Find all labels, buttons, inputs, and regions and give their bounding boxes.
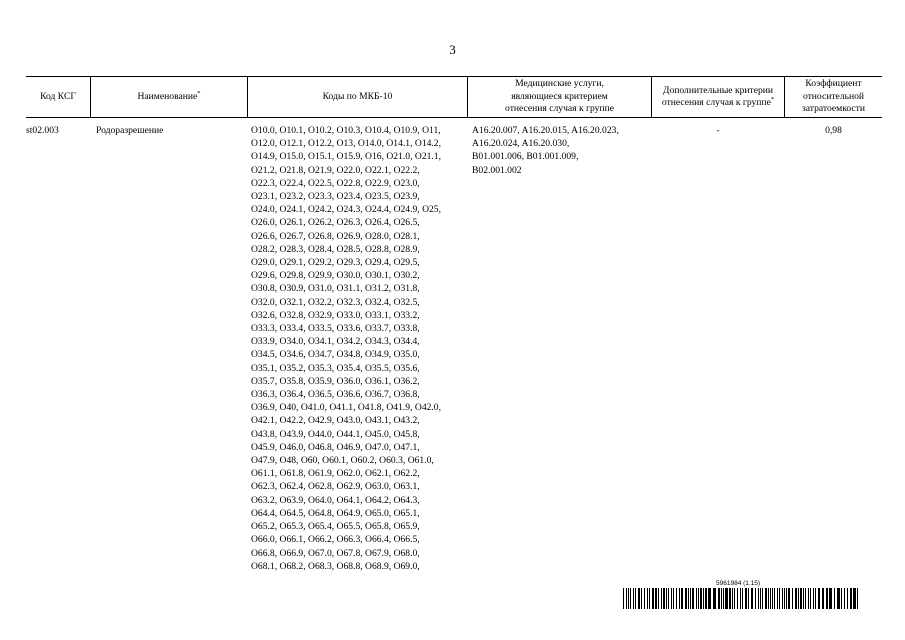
header-icd xyxy=(248,77,467,117)
header-services xyxy=(468,77,651,117)
ksg-table xyxy=(26,76,882,588)
cell-code: st02.003 xyxy=(26,125,59,136)
header-name xyxy=(91,77,247,117)
barcode-number: 5961984 (1.15) xyxy=(716,580,761,587)
cell-services: A16.20.007, A16.20.015, A16.20.023, A16.20.024, A16.20.030, B01.001.006, B01.001.009, B02.001.002 xyxy=(472,125,619,176)
table-row xyxy=(26,118,882,588)
header-services-label: Медицинские услуги, являющиеся критерием отнесения случая к группе xyxy=(505,78,614,115)
header-extra xyxy=(652,77,784,117)
table-header-row xyxy=(26,76,882,118)
header-code-label: Код КСГ xyxy=(40,90,76,102)
barcode-image xyxy=(623,588,860,609)
cell-extra-criteria: - xyxy=(716,125,720,136)
header-extra-label: Дополнительные критерии отнесения случая к группе xyxy=(661,84,774,108)
header-coef-label: Коэффициент относительной затратоемкости xyxy=(801,78,866,115)
header-name-footnote-mark: * xyxy=(197,89,201,97)
cell-icd-codes: O10.0, O10.1, O10.2, O10.3, O10.4, O10.9, O11, O12.0, O12.1, O12.2, O13, O14.0, O14.1, O14.2, O14.9, O15.0, O15.1, O15.9, O16, O21.0, O21.1, O21.2, O21.8, O21.9, O22.0, O22.1, O22.2, O22.3, O22.4, O22.5, O22.8, O22.9, O23.0, O23.1, O23.2, O23.3, O23.4, O23.5, O23.9, O24.0, O24.1, O24.2, O24.3, O24.4, O24.9, O25, O26.0, O26.1, O26.2, O26.3, O26.4, O26.5, O26.6, O26.7, O26.8, O26.9, O28.0, O28.1, O28.2, O28.3, O28.4, O28.5, O28.8, O28.9, O29.0, O29.1, O29.2, O29.3, O29.4, O29.5, O29.6, O29.8, O29.9, O30.0, O30.1, O30.2, O30.8, O30.9, O31.0, O31.1, O31.2, O31.8, O32.0, O32.1, O32.2, O32.3, O32.4, O32.5, O32.6, O32.8, O32.9, O33.0, O33.1, O33.2, O33.3, O33.4, O33.5, O33.6, O33.7, O33.8, O33.9, O34.0, O34.1, O34.2, O34.3, O34.4, O34.5, O34.6, O34.7, O34.8, O34.9, O35.0, O35.1, O35.2, O35.3, O35.4, O35.5, O35.6, O35.7, O35.8, O35.9, O36.0, O36.1, O36.2, O36.3, O36.4, O36.5, O36.6, O36.7, O36.8, O36.9, O40, O41.0, O41.1, O41.8, O41.9, O42.0, O42.1, O42.2, O42.9, O43.0, O43.1, O43.2, O43.8, O43.9, O44.0, O44.1, O45.0, O45.8, O45.9, O46.0, O46.8, O46.9, O47.0, O47.1, O47.9, O48, O60, O60.1, O60.2, O60.3, O61.0, O61.1, O61.8, O61.9, O62.0, O62.1, O62.2, O62.3, O62.4, O62.8, O62.9, O63.0, O63.1, O63.2, O63.9, O64.0, O64.1, O64.2, O64.3, O64.4, O64.5, O64.8, O64.9, O65.0, O65.1, O65.2, O65.3, O65.4, O65.5, O65.8, O65.9, O66.0, O66.1, O66.2, O66.3, O66.4, O66.5, O66.8, O66.9, O67.0, O67.8, O67.9, O68.0, O68.1, O68.2, O68.3, O68.8, O68.9, O69.0, xyxy=(251,125,442,572)
header-icd-label: Коды по МКБ-10 xyxy=(322,90,393,102)
header-coef xyxy=(785,77,882,117)
cell-name: Родоразрешение xyxy=(96,125,164,136)
header-code xyxy=(26,77,90,117)
header-extra-footnote-mark: * xyxy=(770,95,775,103)
cell-coefficient: 0,98 xyxy=(825,125,842,136)
page-number: 3 xyxy=(449,42,456,57)
header-name-label: Наименование xyxy=(137,90,198,102)
